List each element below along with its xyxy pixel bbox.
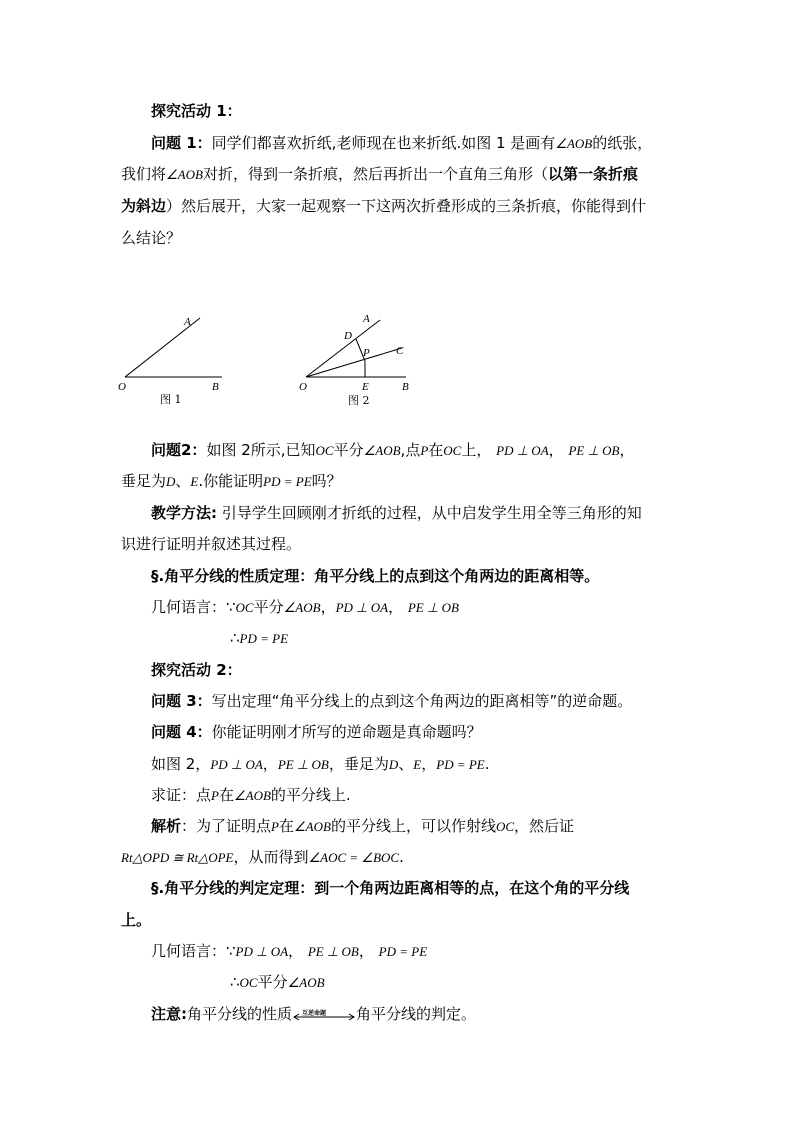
q2-t8: .你能证明 <box>198 472 264 490</box>
activity1-title: 探究活动 1： <box>151 102 242 120</box>
fig2-label-a: A <box>363 313 370 325</box>
method-text-1: 引导学生回顾刚才折纸的过程，从中启发学生用全等三角形的知 <box>221 504 642 522</box>
geo2-pd: PD ⊥ OA <box>235 944 289 959</box>
geo2-t1: 平分 <box>257 973 288 991</box>
q2-t4: 在 <box>428 441 444 459</box>
q3-label: 问题 3： <box>151 692 212 710</box>
analysis-p: P <box>271 819 279 834</box>
q3-line <box>151 691 632 711</box>
prove-aob: ∠AOB <box>233 788 271 803</box>
fig2-caption: 图 2 <box>348 394 370 407</box>
q3-text: 写出定理“角平分线上的点到这个角两边的距离相等”的逆命题。 <box>211 692 633 710</box>
q2-pd: PD ⊥ OA <box>496 443 549 458</box>
analysis-a: ：为了证明点 <box>181 817 272 835</box>
geo1-therefore: ∴ <box>230 629 240 647</box>
q1-label: 问题 1： <box>151 134 212 152</box>
q2-sep1: ， <box>548 441 564 459</box>
fig1-label-a: A <box>184 316 191 328</box>
q2-eq: PD = PE <box>263 474 312 489</box>
fig2-label-e: E <box>362 381 369 393</box>
q2-t9: 吗？ <box>311 472 342 490</box>
fig1-label-o: O <box>118 381 126 393</box>
q2-sep2: ， <box>619 441 635 459</box>
geo1-aob: ∠AOB <box>283 600 321 615</box>
geo1-eq: PD = PE <box>239 631 289 646</box>
geo1-line2 <box>230 628 288 649</box>
q2-line2 <box>121 471 342 492</box>
geo2-s1: ， <box>288 942 304 960</box>
q2-aob: ∠AOB <box>363 443 401 458</box>
geo2-line2 <box>230 972 325 993</box>
given-line <box>151 754 490 775</box>
geo2-s2: ， <box>358 942 374 960</box>
analysis-b: 在 <box>278 817 294 835</box>
geo2-therefore: ∴ <box>230 973 240 991</box>
fig2-label-d: D <box>344 330 352 342</box>
q1-angle-aob-2: ∠AOB <box>166 167 203 182</box>
analysis-congruent: Rt△OPD ≅ Rt△OPE <box>121 850 234 865</box>
note-arrow-text: 互逆命题 <box>302 1010 327 1017</box>
geo1-t1: 平分 <box>253 598 284 616</box>
q1-line1 <box>151 133 652 154</box>
fig1-caption: 图 1 <box>160 393 182 406</box>
double-arrow-icon <box>292 1004 356 1024</box>
theorem-criterion-line2: 上。 <box>121 911 152 929</box>
q2-t2: 平分 <box>333 441 364 459</box>
geo1-label: 几何语言：∵ <box>151 598 236 616</box>
fig2-label-p: P <box>363 347 370 359</box>
fig1-label-b: B <box>212 381 219 393</box>
q2-oc2: OC <box>443 443 462 458</box>
q2-pe: PE ⊥ OB <box>568 443 620 458</box>
analysis-aob: ∠AOB <box>294 819 331 834</box>
note-line <box>151 1004 476 1024</box>
method-line1 <box>151 503 642 523</box>
q1-text-2b: 对折，得到一条折痕，然后再折出一个直角三角形（ <box>202 165 548 183</box>
fig2-label-o: O <box>299 381 307 393</box>
geo2-pe: PE ⊥ OB <box>307 944 359 959</box>
q2-d: D <box>166 474 176 489</box>
q4-line <box>151 722 482 742</box>
geo2-aob: ∠AOB <box>287 975 325 990</box>
given-s2: ，垂足为 <box>328 755 389 773</box>
given-eq: PD = PE <box>436 757 485 772</box>
q2-t1: 如图 2所示,已知 <box>206 441 316 459</box>
q2-t5: 上， <box>461 441 492 459</box>
q4-text: 你能证明刚才所写的逆命题是真命题吗？ <box>211 723 482 741</box>
fig2-label-b: B <box>402 381 409 393</box>
prove-p: P <box>211 788 219 803</box>
method-line2: 识进行证明并叙述其过程。 <box>121 535 302 553</box>
note-a: 角平分线的性质 <box>187 1005 293 1023</box>
prove-c: 的平分线上. <box>270 786 351 804</box>
q1-angle-aob: ∠AOB <box>555 136 593 151</box>
q1-text-2a: 我们将 <box>121 165 167 183</box>
given-pe: PE ⊥ OB <box>277 757 329 772</box>
double-arrow-shape <box>292 1004 356 1024</box>
analysis-oc: OC <box>495 819 515 834</box>
q1-text-3b: ）然后展开，大家一起观察一下这两次折叠形成的三条折痕，你能得到什 <box>166 197 647 215</box>
analysis-d: ，然后证 <box>514 817 575 835</box>
geo1-pe: PE ⊥ OB <box>407 600 459 615</box>
q1-text-3a: 为斜边 <box>121 197 167 215</box>
analysis-label: 解析 <box>151 817 182 835</box>
figure-1 <box>112 310 232 410</box>
q1-text-1b: 的纸张， <box>592 134 653 152</box>
activity2-title: 探究活动 2： <box>151 661 242 679</box>
q2-e: E <box>190 474 199 489</box>
q1-line3 <box>121 196 646 216</box>
geo1-oc: OC <box>235 600 254 615</box>
theorem-criterion-line1: §.角平分线的判定定理：到一个角两边距离相等的点，在这个角的平分线 <box>151 879 630 897</box>
note-b: 角平分线的判定。 <box>356 1005 477 1023</box>
figure-2 <box>296 308 421 410</box>
geo2-eq: PD = PE <box>378 944 428 959</box>
geo2-oc: OC <box>239 975 258 990</box>
geo2-label: 几何语言：∵ <box>151 942 236 960</box>
given-d: D <box>388 757 399 772</box>
method-label: 教学方法: <box>151 504 217 522</box>
q2-p: P <box>420 443 429 458</box>
q2-t7: 、 <box>175 472 191 490</box>
fig2-ray-oc <box>306 348 402 377</box>
prove-a: 求证：点 <box>151 786 212 804</box>
q2-oc: OC <box>315 443 334 458</box>
analysis-f: . <box>399 848 404 866</box>
q4-label: 问题 4： <box>151 723 212 741</box>
q2-label: 问题2： <box>151 441 207 459</box>
given-s1: ， <box>262 755 278 773</box>
analysis-angles: ∠AOC = ∠BOC <box>308 850 400 865</box>
q2-line1 <box>151 440 635 461</box>
given-s5: . <box>484 755 490 773</box>
analysis-line2 <box>121 847 404 868</box>
analysis-c: 的平分线上，可以作射线 <box>330 817 496 835</box>
q1-line4: 么结论？ <box>121 229 182 247</box>
geo1-t2: ， <box>320 598 336 616</box>
q1-text-2c: 以第一条折痕 <box>547 165 638 183</box>
given-s4: ， <box>421 755 437 773</box>
fig2-label-c: C <box>396 345 404 357</box>
q2-t3: ,点 <box>400 441 421 459</box>
given-s3: 、 <box>398 755 414 773</box>
analysis-line1 <box>151 816 574 837</box>
given-a: 如图 2， <box>151 755 211 773</box>
geo2-line1 <box>151 941 427 962</box>
prove-line <box>151 785 351 806</box>
note-label: 注意: <box>151 1005 187 1023</box>
given-e: E <box>413 757 422 772</box>
q2-t6: 垂足为 <box>121 472 167 490</box>
q1-line2 <box>121 164 638 185</box>
given-pd: PD ⊥ OA <box>210 757 263 772</box>
geo1-t3: ， <box>388 598 404 616</box>
theorem-property: §.角平分线的性质定理：角平分线上的点到这个角两边的距离相等。 <box>151 567 600 585</box>
geo1-pd: PD ⊥ OA <box>335 600 389 615</box>
q1-text-1a: 同学们都喜欢折纸,老师现在也来折纸.如图 1 是画有 <box>211 134 556 152</box>
prove-b: 在 <box>218 786 234 804</box>
geo1-line1 <box>151 597 459 618</box>
analysis-e: ，从而得到 <box>233 848 309 866</box>
